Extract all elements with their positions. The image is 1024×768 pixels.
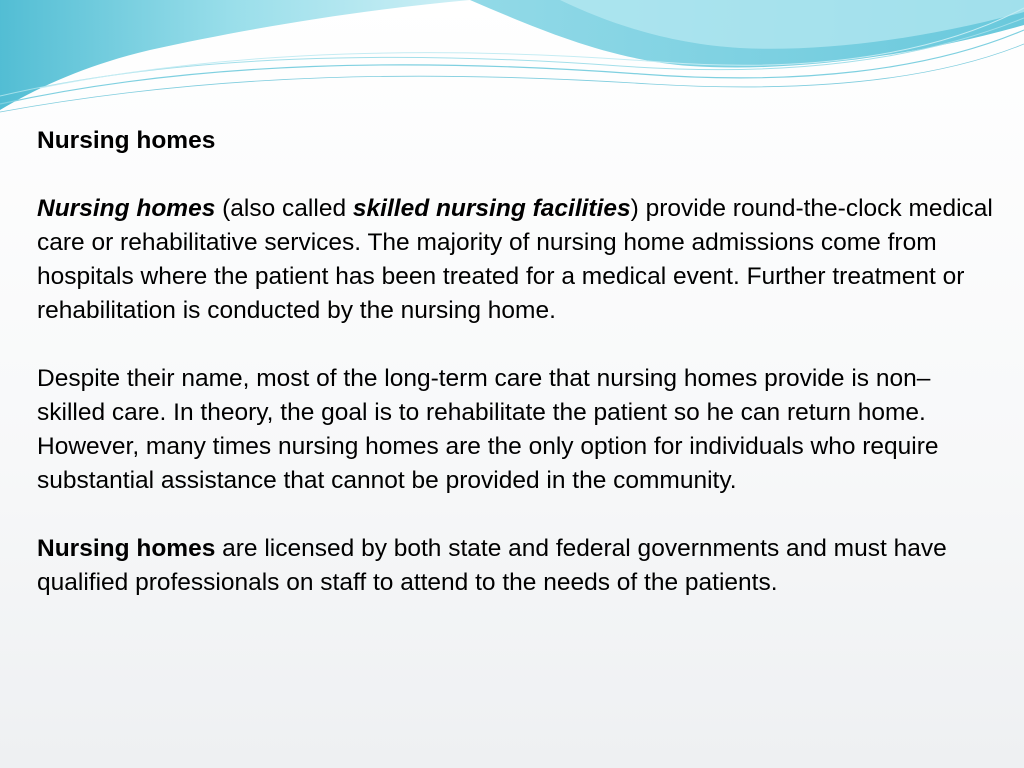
paragraph-definition bbox=[37, 192, 997, 328]
term-nursing-homes-bold: Nursing homes bbox=[37, 535, 216, 562]
paragraph-care-type: Despite their name, most of the long-term care that nursing homes provide is non–skilled care. In theory, the goal is to rehabilitate the patient so he can return home. However, many times nursing homes are the only option for individuals who require substantial assistance that cannot be provided in the community. bbox=[37, 365, 939, 494]
term-nursing-homes: Nursing homes bbox=[37, 195, 216, 222]
decorative-wave-header bbox=[0, 0, 1024, 120]
slide-body bbox=[37, 124, 997, 600]
paragraph-text: ) provide round-the-clock medical care or rehabilitative services. The majority of nursing home admissions come from hospitals where the patient has been treated for a medical event. Further treatment or rehabilitation is conducted by the nursing home. bbox=[37, 195, 993, 324]
paragraph-licensing bbox=[37, 532, 997, 600]
slide-heading: Nursing homes bbox=[37, 127, 216, 154]
term-skilled-nursing-facilities: skilled nursing facilities bbox=[352, 195, 631, 222]
paragraph-text: (also called bbox=[215, 195, 353, 222]
paragraph-text: are licensed by both state and federal governments and must have qualified professionals on staff to attend to the needs of the patients. bbox=[37, 535, 947, 596]
wave-fill-left bbox=[0, 0, 470, 110]
